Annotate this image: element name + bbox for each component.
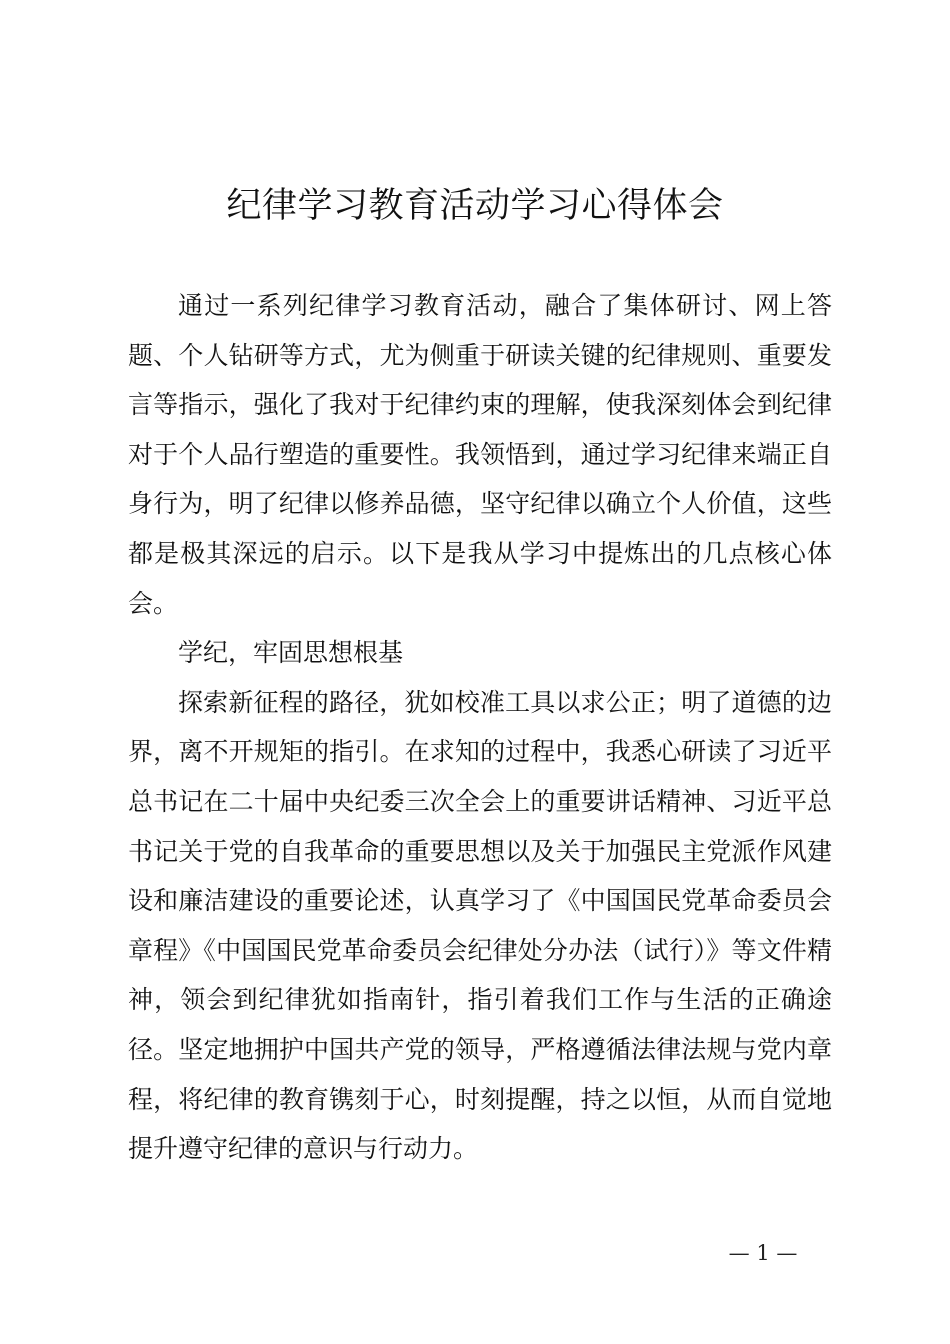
intro-paragraph: 通过一系列纪律学习教育活动，融合了集体研讨、网上答题、个人钻研等方式，尤为侧重于研读关键的纪律规则、重要发言等指示，强化了我对于纪律约束的理解，使我深刻体会到纪律对于个人品行塑造的重要性。我领悟到，通过学习纪律来端正自身行为，明了纪律以修养品德，坚守纪律以确立个人价值，这些都是极其深远的启示。以下是我从学习中提炼出的几点核心体会。 <box>128 291 832 618</box>
page-number: — 1 — <box>728 1241 798 1265</box>
document-title: 纪律学习教育活动学习心得体会 <box>226 186 724 226</box>
section-heading: 学纪，牢固思想根基 <box>178 638 404 668</box>
section-paragraph: 探索新征程的路径，犹如校准工具以求公正；明了道德的边界，离不开规矩的指引。在求知的过程中，我悉心研读了习近平总书记在二十届中央纪委三次全会上的重要讲话精神、习近平总书记关于党的自我革命的重要思想以及关于加强民主党派作风建设和廉洁建设的重要论述，认真学习了《中国国民党革命委员会章程》《中国国民党革命委员会纪律处分办法（试行）》等文件精神，领会到纪律犹如指南针，指引着我们工作与生活的正确途径。坚定地拥护中国共产党的领导，严格遵循法律法规与党内章程，将纪律的教育镌刻于心，时刻提醒，持之以恒，从而自觉地提升遵守纪律的意识与行动力。 <box>128 687 832 1164</box>
document-body <box>128 281 832 1174</box>
